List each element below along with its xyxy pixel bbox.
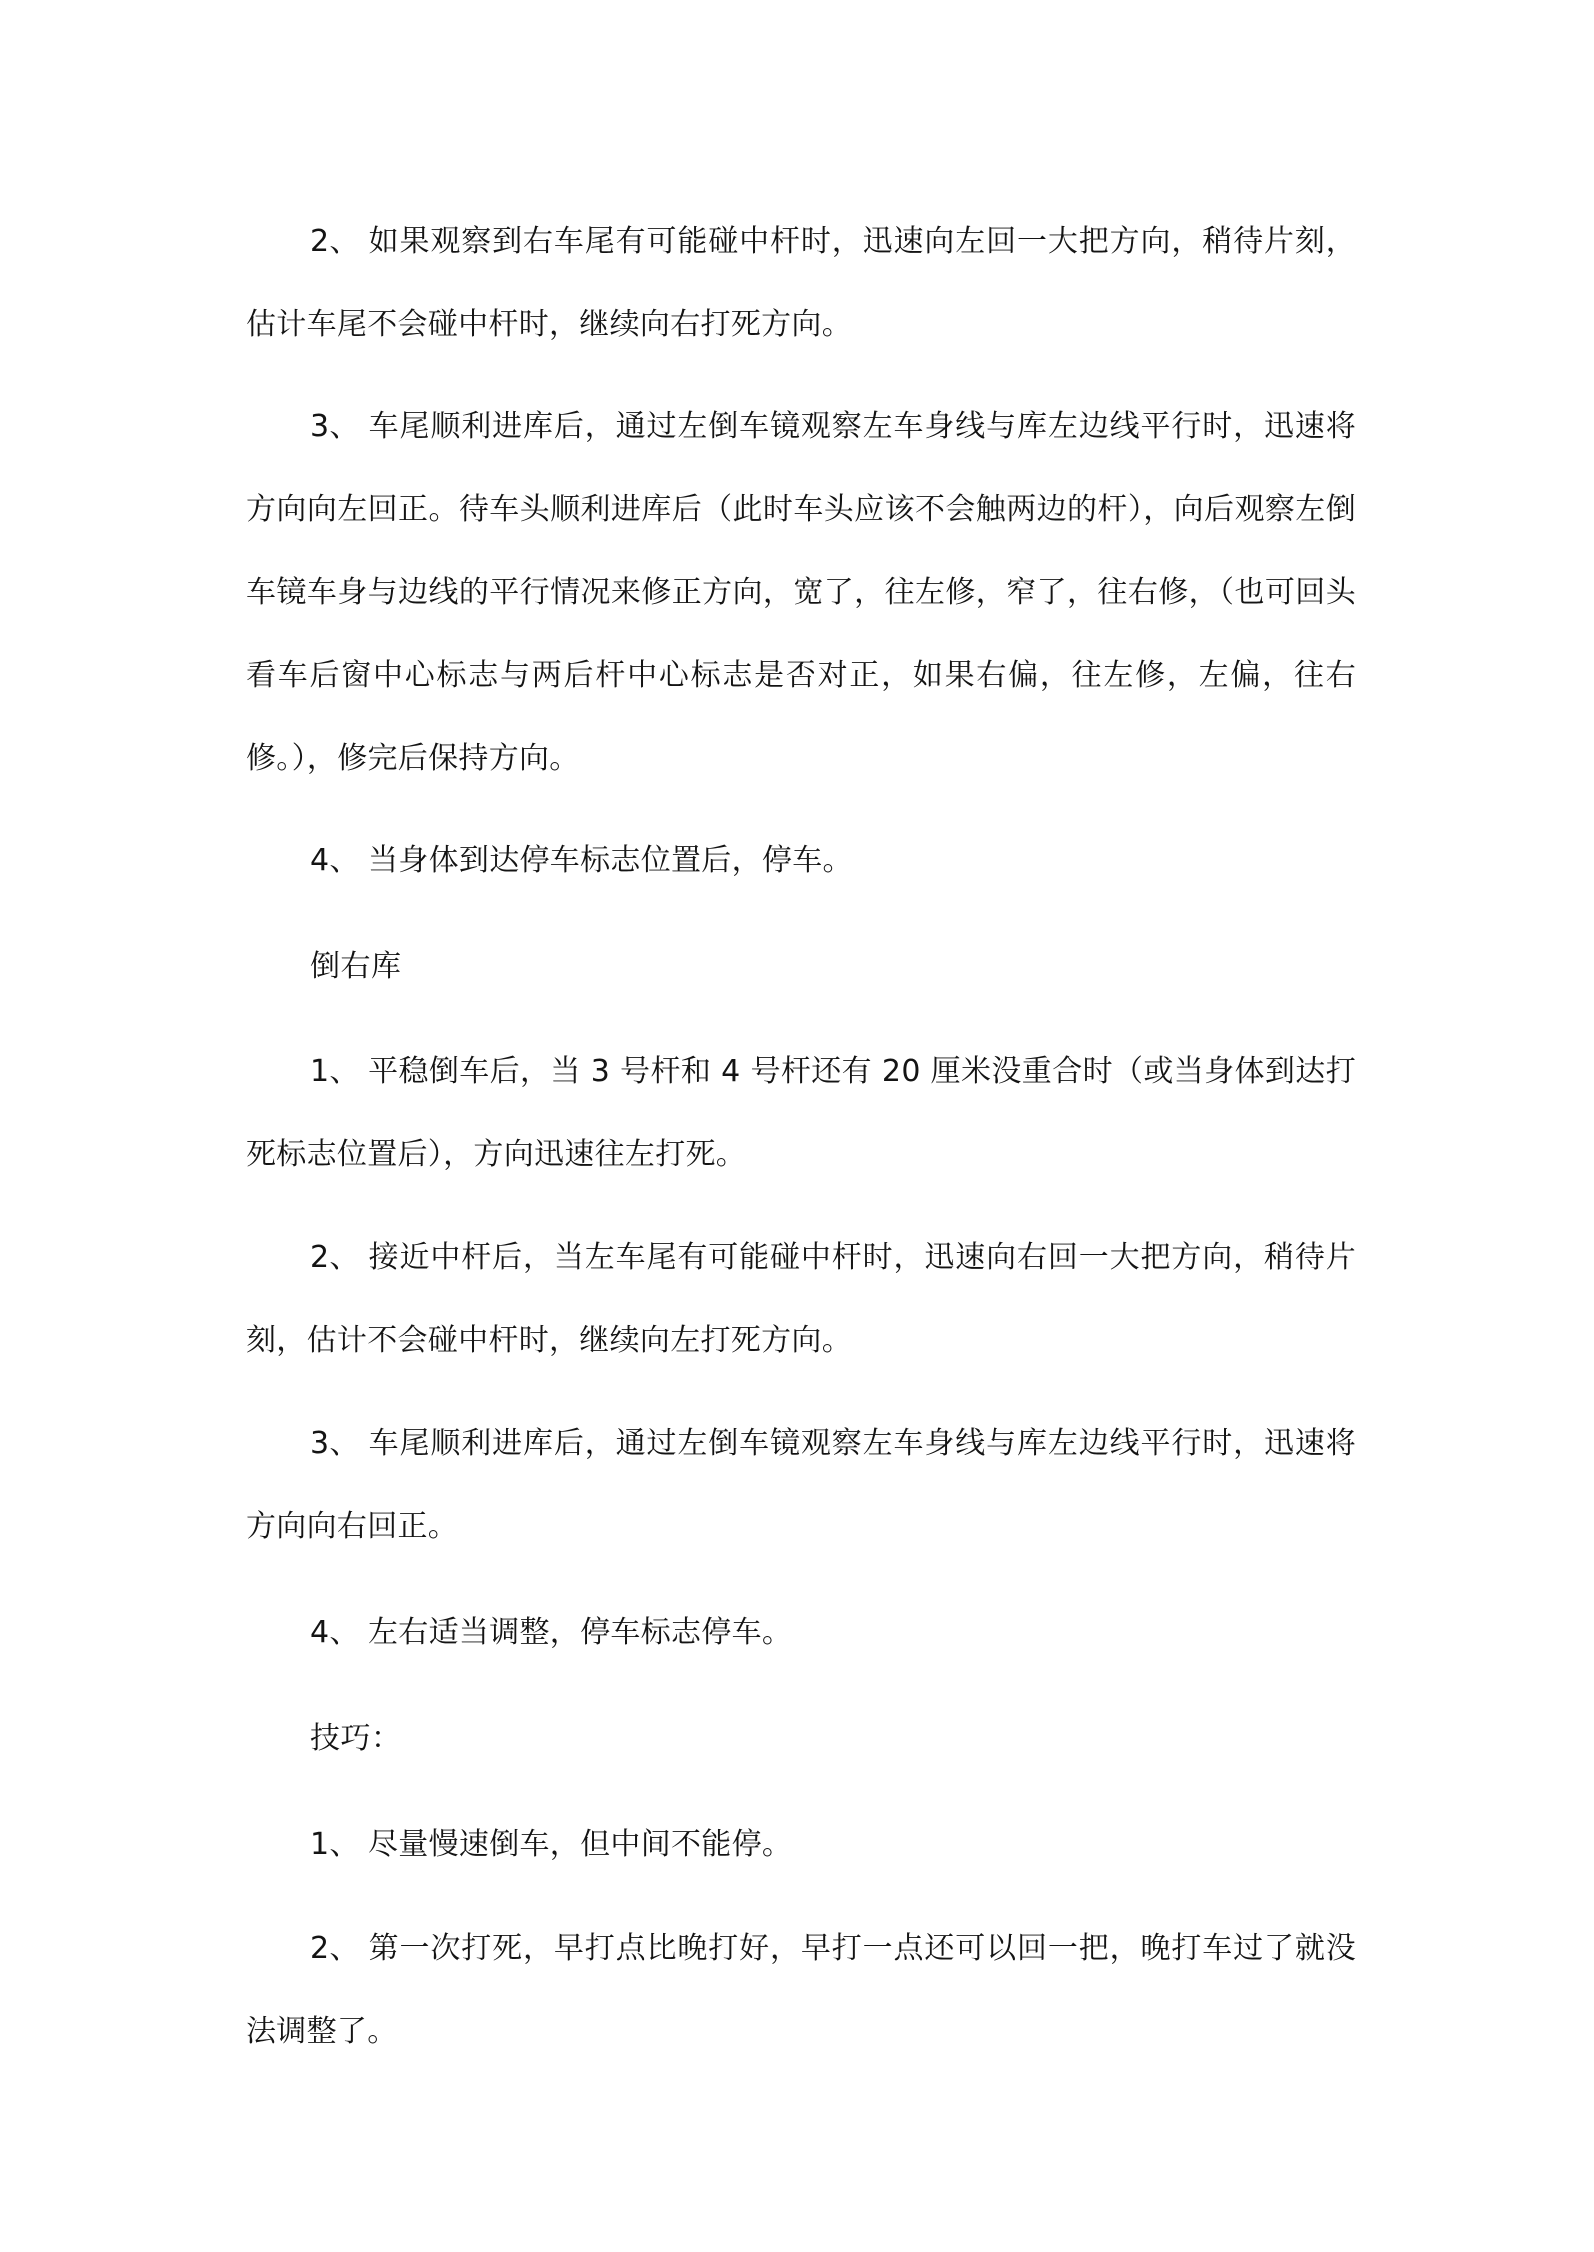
paragraph-text: 如果观察到右车尾有可能碰中杆时，迅速向左回一大把方向，稍待片刻，估计车尾不会碰中杆时，继续向右打死方向。 (246, 224, 1356, 342)
paragraph-tip-1 (246, 1803, 1356, 1886)
paragraph-text: 车尾顺利进库后，通过左倒车镜观察左车身线与库左边线平行时，迅速将方向向左回正。待车头顺利进库后（此时车头应该不会触两边的杆），向后观察左倒车镜车身与边线的平行情况来修正方向，宽了，往左修，窄了，往右修，（也可回头看车后窗中心标志与两后杆中心标志是否对正，如果右偏，往左修，左偏，往右修。），修完后保持方向。 (246, 409, 1356, 776)
paragraph-text: 尽量慢速倒车，但中间不能停。 (368, 1827, 793, 1862)
paragraph-step-2-left (246, 200, 1356, 366)
paragraph-step-2-right (246, 1216, 1356, 1382)
step-number: 2、 (310, 1240, 360, 1275)
section-heading-reverse-right (246, 925, 1356, 1008)
paragraph-step-3-right (246, 1402, 1356, 1568)
step-number: 1、 (310, 1054, 360, 1089)
paragraph-text: 第一次打死，早打点比晚打好，早打一点还可以回一把，晚打车过了就没法调整了。 (246, 1931, 1356, 2049)
section-heading-tips (246, 1697, 1356, 1780)
step-number: 3、 (310, 1426, 360, 1461)
step-number: 2、 (310, 1931, 360, 1966)
step-number: 4、 (310, 1615, 360, 1650)
paragraph-step-1-right (246, 1030, 1356, 1196)
paragraph-step-4-right (246, 1591, 1356, 1674)
step-number: 4、 (310, 843, 360, 878)
paragraph-text: 左右适当调整，停车标志停车。 (368, 1615, 793, 1650)
paragraph-text: 车尾顺利进库后，通过左倒车镜观察左车身线与库左边线平行时，迅速将方向向右回正。 (246, 1426, 1356, 1544)
paragraph-step-4-left (246, 819, 1356, 902)
paragraph-text: 当身体到达停车标志位置后，停车。 (368, 843, 853, 878)
paragraph-text: 接近中杆后，当左车尾有可能碰中杆时，迅速向右回一大把方向，稍待片刻，估计不会碰中杆时，继续向左打死方向。 (246, 1240, 1356, 1358)
heading-text: 技巧： (310, 1721, 402, 1756)
step-number: 3、 (310, 409, 360, 444)
paragraph-tip-2 (246, 1907, 1356, 2073)
paragraph-step-3-left (246, 385, 1356, 800)
step-number: 1、 (310, 1827, 360, 1862)
step-number: 2、 (310, 224, 360, 259)
heading-text: 倒右库 (310, 949, 402, 984)
paragraph-text: 平稳倒车后，当 3 号杆和 4 号杆还有 20 厘米没重合时（或当身体到达打死标志位置后），方向迅速往左打死。 (246, 1054, 1356, 1172)
